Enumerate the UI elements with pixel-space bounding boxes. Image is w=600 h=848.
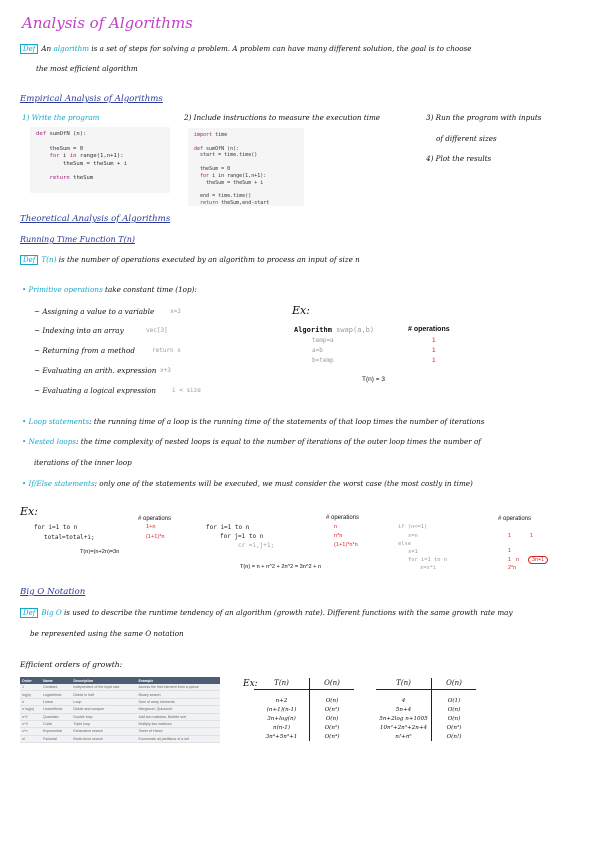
table-header-row bbox=[376, 678, 476, 690]
cell: 5n+2log n+1005 bbox=[379, 715, 428, 722]
prim-example: x=2 bbox=[170, 308, 181, 315]
cell: Multiply two matrices bbox=[136, 720, 220, 727]
table-header-row bbox=[254, 678, 354, 690]
bigo-definition bbox=[20, 608, 513, 618]
circled-op-count: 3n+1 bbox=[528, 556, 548, 564]
column-header: Description bbox=[71, 677, 136, 684]
growth-table-2 bbox=[376, 678, 476, 741]
nested-text: : the time complexity of nested loops is equal to the number of iterations of the outer loop times the number of bbox=[76, 437, 481, 446]
ops-header: # operations bbox=[138, 516, 172, 522]
prim-item: ~ Indexing into an array bbox=[34, 326, 124, 335]
cell: n+2 bbox=[275, 698, 288, 705]
cell: n^2 bbox=[20, 713, 41, 720]
prim-item: ~ Evaluating an arith. expression bbox=[34, 366, 157, 375]
op-count: 1 bbox=[530, 533, 533, 539]
primitive-term: Primitive operations bbox=[28, 285, 103, 294]
cell: O(n!) bbox=[432, 732, 477, 741]
cell: n(n-1) bbox=[272, 724, 291, 731]
op-count: (1+1)*n bbox=[146, 534, 165, 540]
cell: Linearithmic bbox=[41, 706, 71, 713]
table-row bbox=[20, 720, 220, 727]
cell: 1 bbox=[20, 684, 41, 691]
prim-label: Indexing into an array bbox=[42, 326, 124, 335]
code-line: x=x*i bbox=[420, 565, 437, 571]
cell: n^3 bbox=[20, 720, 41, 727]
code-sum-of-n bbox=[30, 127, 170, 193]
cell: 4 bbox=[401, 698, 406, 705]
cell: O(n) bbox=[432, 715, 477, 724]
table-row bbox=[20, 684, 220, 691]
table-row bbox=[20, 735, 220, 742]
table-row bbox=[20, 698, 220, 705]
example-label: Ex: bbox=[20, 505, 38, 518]
code-token: for bbox=[49, 153, 60, 160]
table-row bbox=[20, 728, 220, 735]
code-token: i bbox=[59, 153, 70, 160]
table-row bbox=[20, 691, 220, 698]
swap-keyword: Algorithm bbox=[294, 326, 332, 334]
swap-line: temp=a bbox=[312, 337, 334, 344]
ops-header: # operations bbox=[326, 515, 360, 521]
table-row bbox=[20, 713, 220, 720]
code-line: for i=1 to n bbox=[206, 524, 250, 531]
nested-term: Nested loops bbox=[28, 437, 77, 446]
cell: 3n+log(n) bbox=[267, 715, 296, 722]
cell: Independent of the input size bbox=[71, 684, 136, 691]
code-line: x=1 bbox=[408, 549, 418, 555]
cell: O(n²) bbox=[310, 706, 355, 715]
cell: Tower of Hanoi bbox=[136, 728, 220, 735]
swap-total: T(n) = 3 bbox=[362, 376, 385, 383]
prim-label: Evaluating a logical expression bbox=[42, 386, 157, 395]
page-title: Analysis of Algorithms bbox=[22, 14, 193, 32]
bullet-icon: • bbox=[22, 285, 27, 294]
code-line: for i=1 to n bbox=[34, 524, 78, 531]
cell: O(n³) bbox=[432, 723, 477, 732]
table-row bbox=[376, 715, 476, 724]
code-token: def bbox=[36, 131, 47, 137]
cell: Access the first element from a queue bbox=[136, 684, 220, 691]
empirical-heading: Empirical Analysis of Algorithms bbox=[20, 94, 163, 104]
cell: (n+1)(n-1) bbox=[266, 707, 297, 714]
def1-text: is a set of steps for solving a problem. A problem can have many different solution, the goal is to choose bbox=[89, 44, 472, 53]
code-timed-sum bbox=[188, 128, 304, 206]
code-token: sumOfN (n): bbox=[46, 131, 87, 137]
cell: O(n) bbox=[310, 715, 355, 724]
ifelse-text: : only one of the statements will be executed, we must consider the worst case (the most costly in time) bbox=[94, 479, 473, 488]
code-token: def bbox=[194, 145, 204, 152]
theoretical-heading: Theoretical Analysis of Algorithms bbox=[20, 214, 171, 224]
tn-definition bbox=[20, 255, 360, 265]
swap-line: b=temp bbox=[312, 357, 334, 364]
bigo-line2: be represented using the same O notation bbox=[30, 629, 184, 638]
code-token: return bbox=[49, 175, 70, 182]
algorithm-definition bbox=[20, 44, 472, 54]
prim-example: vec[3] bbox=[146, 327, 168, 334]
def1-line2: the most efficient algorithm bbox=[36, 64, 138, 73]
prim-label: Returning from a method bbox=[42, 346, 135, 355]
loop-term: Loop statements bbox=[28, 417, 90, 426]
cell: Divide in half bbox=[71, 691, 136, 698]
cell: c^n bbox=[20, 728, 41, 735]
op-count: n bbox=[516, 557, 519, 563]
cell: n log(n) bbox=[20, 706, 41, 713]
table-row bbox=[254, 690, 354, 706]
column-header: T(n) bbox=[254, 678, 310, 690]
tn-text: is the number of operations executed by an algorithm to process an input of size n bbox=[56, 255, 360, 264]
ifelse-statements bbox=[22, 479, 473, 488]
swap-signature bbox=[294, 326, 374, 334]
prim-item: ~ Returning from a method bbox=[34, 346, 135, 355]
column-header: Name bbox=[41, 677, 71, 684]
column-header: O(n) bbox=[310, 678, 355, 690]
cell: Cubic bbox=[41, 720, 71, 727]
code-token: for bbox=[200, 172, 210, 179]
cell: Exponential bbox=[41, 728, 71, 735]
def1-pre: An bbox=[41, 44, 54, 53]
code-line: else bbox=[398, 541, 411, 547]
ifelse-term: If/Else statements bbox=[28, 479, 95, 488]
def-badge: Def bbox=[20, 255, 38, 265]
loop-text: : the running time of a loop is the running time of the statements of that loop times the number of iterations bbox=[89, 417, 485, 426]
bigo-text: is used to describe the runtime tendency of an algorithm (growth rate). Different functions with the same growth rate may bbox=[61, 608, 513, 617]
code-token: theSum = 0 bbox=[49, 145, 84, 152]
bullet-icon: • bbox=[22, 479, 27, 488]
cell: O(n) bbox=[310, 690, 355, 706]
code-line: if (n<=1) bbox=[398, 524, 428, 530]
example-label: Ex: bbox=[292, 304, 310, 317]
prim-item: ~ Evaluating a logical expression bbox=[34, 386, 157, 395]
op-count: 2*n bbox=[508, 565, 517, 571]
swap-line: a=b bbox=[312, 347, 323, 354]
table-row bbox=[376, 690, 476, 706]
code-token: import bbox=[194, 132, 213, 138]
column-header: T(n) bbox=[376, 678, 432, 690]
code-token: time bbox=[212, 132, 228, 138]
code-line: x=n bbox=[408, 533, 418, 539]
cell: 10n²+2n³+2n+4 bbox=[379, 724, 428, 731]
def-badge: Def bbox=[20, 44, 38, 54]
algorithm-term: algorithm bbox=[53, 44, 90, 53]
cell: n bbox=[20, 698, 41, 705]
cell: Loop bbox=[71, 698, 136, 705]
orders-table bbox=[20, 677, 220, 743]
column-header: Example bbox=[136, 677, 220, 684]
code-line: for i=1 to n bbox=[408, 557, 447, 563]
op-count: n*n bbox=[334, 533, 343, 539]
table-row bbox=[254, 715, 354, 724]
prim-label: Assigning a value to a variable bbox=[42, 307, 155, 316]
cell: n!+n⁶ bbox=[395, 733, 412, 740]
cell: Brute-force search bbox=[71, 735, 136, 742]
step-3-line2: of different sizes bbox=[436, 134, 497, 143]
code-token: start = time.time() bbox=[200, 152, 258, 159]
table-row bbox=[20, 706, 220, 713]
table-row bbox=[254, 723, 354, 732]
code-token: theSum bbox=[69, 175, 94, 182]
bullet-icon: • bbox=[22, 437, 27, 446]
cell: Factorial bbox=[41, 735, 71, 742]
cell: Triple loop bbox=[71, 720, 136, 727]
op-count: (1+1)*n*n bbox=[334, 542, 358, 548]
prim-example: x+3 bbox=[160, 367, 171, 374]
cell: Binary search bbox=[136, 691, 220, 698]
bigo-term: Big O bbox=[41, 608, 62, 617]
cell: Divide and conquer bbox=[71, 706, 136, 713]
def-badge: Def bbox=[20, 608, 38, 618]
step-2 bbox=[184, 113, 380, 122]
code-token: i in range(1,n+1): bbox=[209, 172, 267, 179]
code-line: total=total+i; bbox=[44, 534, 95, 541]
cell: O(n⁴) bbox=[310, 732, 355, 741]
op-count: n bbox=[334, 524, 338, 530]
cell: Sum of array elements bbox=[136, 698, 220, 705]
swap-op-count: 1 bbox=[432, 337, 436, 344]
code-token: theSum = theSum + i bbox=[206, 179, 264, 186]
code-line: for j=1 to n bbox=[220, 533, 264, 540]
code-token: sumOfN (n): bbox=[203, 145, 240, 152]
step-1-text: 1) Write the program bbox=[22, 113, 100, 122]
loop-statements bbox=[22, 417, 484, 426]
prim-label: Evaluating an arith. expression bbox=[42, 366, 157, 375]
cell: Quadratic bbox=[41, 713, 71, 720]
table-row bbox=[254, 706, 354, 715]
code-line: cr =i,j+1; bbox=[238, 542, 275, 549]
step-2-text: 2) Include instructions to measure the execution time bbox=[184, 113, 381, 122]
bullet-icon: • bbox=[22, 417, 27, 426]
nested-line2: iterations of the inner loop bbox=[34, 458, 132, 467]
swap-op-count: 1 bbox=[432, 357, 436, 364]
code-token: theSum,end-start bbox=[218, 199, 270, 206]
example-label: Ex: bbox=[243, 679, 258, 689]
code-token: in bbox=[69, 153, 77, 160]
swap-op-count: 1 bbox=[432, 347, 436, 354]
prim-example: i < size bbox=[172, 387, 201, 394]
table-header-row bbox=[20, 677, 220, 684]
prim-item: ~ Assigning a value to a variable bbox=[34, 307, 155, 316]
cell: Exhaustive search bbox=[71, 728, 136, 735]
step-3: 3) Run the program with inputs bbox=[426, 113, 542, 122]
cell: Enumerate all partitions of a set bbox=[136, 735, 220, 742]
cell: O(n²) bbox=[310, 723, 355, 732]
total-b: T(n) = n + n^2 + 2n^2 = 3n^2 + n bbox=[240, 564, 322, 570]
step-1 bbox=[22, 113, 99, 122]
primitive-ops bbox=[22, 285, 197, 294]
column-header: O(n) bbox=[432, 678, 477, 690]
table-row bbox=[376, 706, 476, 715]
code-token: return bbox=[200, 199, 219, 206]
table-row bbox=[376, 732, 476, 741]
nested-loops bbox=[22, 437, 481, 446]
cell: n! bbox=[20, 735, 41, 742]
prim-example: return x bbox=[152, 347, 181, 354]
swap-ops-header: # operations bbox=[408, 326, 450, 333]
table-row bbox=[376, 723, 476, 732]
cell: log(n) bbox=[20, 691, 41, 698]
cell: 3n⁴+5n³+1 bbox=[265, 733, 298, 740]
column-header: Order bbox=[20, 677, 41, 684]
code-token: theSum = 0 bbox=[200, 165, 231, 172]
total-a: T(n)=(n+2n)=3n bbox=[80, 549, 120, 555]
cell: Logarithmic bbox=[41, 691, 71, 698]
swap-params: swap(a,b) bbox=[331, 326, 375, 334]
step-4: 4) Plot the results bbox=[426, 154, 492, 163]
growth-table-1 bbox=[254, 678, 354, 741]
op-count: 1+n bbox=[146, 524, 156, 530]
code-token: end = time.time() bbox=[200, 193, 252, 200]
cell: Linear bbox=[41, 698, 71, 705]
cell: O(1) bbox=[432, 690, 477, 706]
code-token: range(1,n+1): bbox=[76, 153, 124, 160]
table-row bbox=[254, 732, 354, 741]
cell: O(n) bbox=[432, 706, 477, 715]
op-count: 1 bbox=[508, 557, 511, 563]
cell: Constant bbox=[41, 684, 71, 691]
cell: Double loop bbox=[71, 713, 136, 720]
bigo-heading: Big O Notation bbox=[20, 587, 86, 597]
ops-header: # operations bbox=[498, 516, 532, 522]
cell: 5n+4 bbox=[395, 707, 412, 714]
cell: Add two matrices, Bubble sort bbox=[136, 713, 220, 720]
op-count: 1 bbox=[508, 548, 511, 554]
primitive-text: take constant time (1op): bbox=[102, 285, 197, 294]
tn-term: T(n) bbox=[41, 255, 57, 264]
code-token: theSum = theSum + i bbox=[62, 160, 127, 167]
op-count: 1 bbox=[508, 533, 511, 539]
efficient-orders-heading: Efficient orders of growth: bbox=[20, 660, 123, 669]
running-time-heading: Running Time Function T(n) bbox=[20, 235, 135, 244]
cell: Mergesort, Quicksort bbox=[136, 706, 220, 713]
